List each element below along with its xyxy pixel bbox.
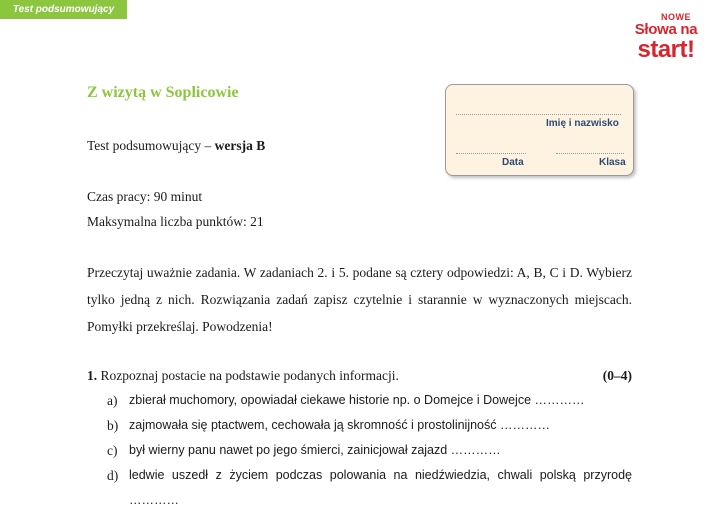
class-label: Klasa (599, 157, 626, 168)
item-letter: c) (107, 443, 118, 458)
student-id-box (445, 84, 634, 176)
task-1-header (87, 363, 632, 388)
logo-line-2: Słowa na (634, 21, 698, 38)
task-1-item-b (87, 413, 632, 438)
item-letter: b) (107, 418, 119, 433)
task-1 (87, 363, 632, 513)
name-field-line[interactable] (456, 114, 621, 115)
name-label: Imię i nazwisko (546, 118, 619, 129)
item-text: zajmowała się ptactwem, cechowała ją skromność i prostolinijność ………… (129, 418, 550, 432)
item-text: zbierał muchomory, opowiadał ciekawe historie np. o Domejce i Dowejce ………… (129, 393, 585, 407)
series-logo (626, 12, 706, 62)
task-1-number: 1. (87, 368, 98, 383)
instructions: Przeczytaj uważnie zadania. W zadaniach 2. i 5. podane są cztery odpowiedzi: A, B, C i D. Wybierz tylko jedną z nich. Rozwiązania zadań zapisz czytelnie i starannie w wyznaczonych miejscach. Pomyłki przekreślaj. Powodzenia! (87, 265, 632, 334)
subtitle-version: wersja B (214, 138, 266, 153)
logo-line-1: NOWE (661, 12, 691, 22)
task-1-prompt (87, 363, 399, 388)
test-subtitle (87, 138, 265, 154)
class-field-line[interactable] (556, 153, 624, 154)
item-letter: d) (107, 468, 119, 483)
task-1-prompt-text: Rozpoznaj postacie na podstawie podanych informacji. (97, 368, 399, 383)
item-text: był wierny panu nawet po jego śmierci, zainicjował zajazd ………… (129, 443, 501, 457)
task-1-item-a (87, 388, 632, 413)
date-field-line[interactable] (456, 153, 526, 154)
page-title: Z wizytą w Soplicowie (87, 84, 239, 101)
subtitle-prefix: Test podsumowujący – (87, 138, 215, 153)
item-letter: a) (107, 393, 118, 408)
work-time: Czas pracy: 90 minut (87, 189, 203, 204)
logo-line-3: start! (637, 36, 695, 63)
section-tag: Test podsumowujący (0, 0, 127, 19)
task-1-item-d (87, 463, 632, 513)
item-text: ledwie uszedł z życiem podczas polowania na niedźwiedzia, chwali polską przyrodę ………… (129, 468, 632, 507)
task-1-points: (0–4) (602, 368, 632, 383)
task-1-item-c (87, 438, 632, 463)
max-points: Maksymalna liczba punktów: 21 (87, 214, 264, 229)
date-label: Data (502, 157, 524, 168)
